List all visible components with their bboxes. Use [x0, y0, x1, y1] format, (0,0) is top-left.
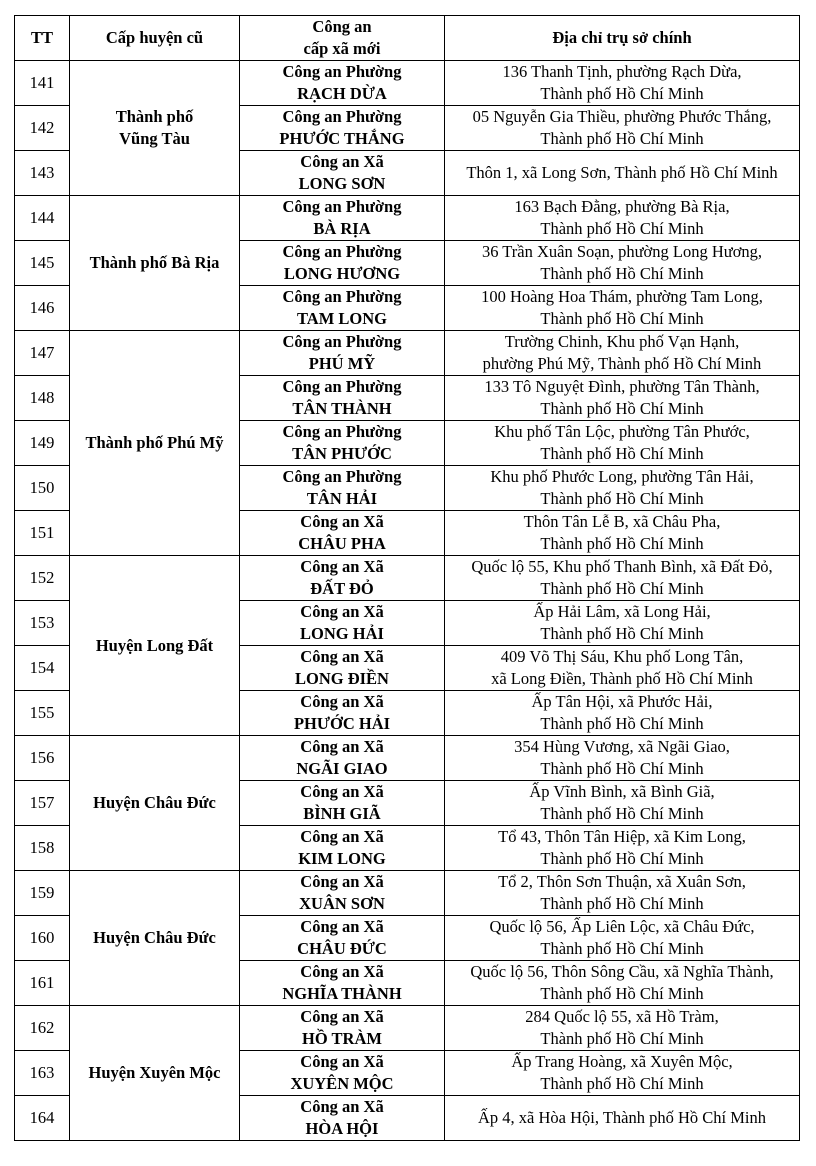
police-unit-type: Công an Xã	[300, 782, 384, 801]
old-district-line: Huyện Châu Đức	[93, 928, 216, 947]
address-cell	[445, 1006, 800, 1051]
police-unit-type: Công an Xã	[300, 1097, 384, 1116]
header-address: Địa chỉ trụ sở chính	[445, 16, 800, 61]
address-line: 354 Hùng Vương, xã Ngãi Giao,	[514, 737, 730, 756]
header-new-police	[240, 16, 445, 61]
police-unit-type: Công an Phường	[282, 377, 402, 396]
police-unit-name: PHƯỚC THẮNG	[279, 129, 405, 148]
address-cell	[445, 151, 800, 196]
row-number: 163	[15, 1051, 70, 1096]
address-line: Ấp Trang Hoàng, xã Xuyên Mộc,	[511, 1052, 733, 1071]
address-line: Ấp 4, xã Hòa Hội, Thành phố Hồ Chí Minh	[478, 1108, 766, 1127]
address-line: Ấp Tân Hội, xã Phước Hải,	[531, 692, 713, 711]
row-number: 162	[15, 1006, 70, 1051]
row-number: 161	[15, 961, 70, 1006]
address-line: Thành phố Hồ Chí Minh	[540, 714, 704, 733]
table-row	[15, 871, 800, 916]
police-unit-type: Công an Phường	[282, 107, 402, 126]
address-line: Thành phố Hồ Chí Minh	[540, 489, 704, 508]
new-police-cell	[240, 421, 445, 466]
row-number: 141	[15, 61, 70, 106]
address-cell	[445, 871, 800, 916]
police-unit-name: TÂN PHƯỚC	[292, 444, 392, 463]
table-row	[15, 61, 800, 106]
police-unit-name: PHÚ MỸ	[308, 354, 376, 373]
police-unit-name: LONG ĐIỀN	[295, 669, 389, 688]
header-new-police-line1: Công an	[312, 17, 372, 36]
address-line: Ấp Vĩnh Bình, xã Bình Giã,	[529, 782, 715, 801]
police-unit-name: LONG SƠN	[298, 174, 386, 193]
police-unit-name: XUÂN SƠN	[299, 894, 385, 913]
old-district-cell	[70, 871, 240, 1006]
police-unit-type: Công an Phường	[282, 62, 402, 81]
new-police-cell	[240, 601, 445, 646]
police-unit-type: Công an Xã	[300, 1007, 384, 1026]
police-unit-name: CHÂU ĐỨC	[297, 939, 387, 958]
old-district-cell	[70, 61, 240, 196]
row-number: 153	[15, 601, 70, 646]
police-unit-name: TÂN HẢI	[306, 489, 378, 508]
table-row	[15, 736, 800, 781]
address-line: xã Long Điền, Thành phố Hồ Chí Minh	[491, 669, 753, 688]
police-unit-type: Công an Xã	[300, 692, 384, 711]
new-police-cell	[240, 1096, 445, 1141]
new-police-cell	[240, 826, 445, 871]
address-line: Thành phố Hồ Chí Minh	[540, 264, 704, 283]
table-body	[15, 61, 800, 1141]
new-police-cell	[240, 736, 445, 781]
address-line: Tổ 2, Thôn Sơn Thuận, xã Xuân Sơn,	[498, 872, 746, 891]
address-cell	[445, 376, 800, 421]
row-number: 160	[15, 916, 70, 961]
table-header-row	[15, 16, 800, 61]
address-cell	[445, 916, 800, 961]
new-police-cell	[240, 691, 445, 736]
address-line: Thành phố Hồ Chí Minh	[540, 219, 704, 238]
old-district-line: Vũng Tàu	[119, 129, 190, 148]
row-number: 154	[15, 646, 70, 691]
new-police-cell	[240, 151, 445, 196]
police-unit-table	[14, 15, 800, 1141]
police-unit-type: Công an Xã	[300, 152, 384, 171]
row-number: 145	[15, 241, 70, 286]
address-cell	[445, 646, 800, 691]
address-line: 163 Bạch Đằng, phường Bà Rịa,	[514, 197, 730, 216]
table-row	[15, 556, 800, 601]
police-unit-name: HÒA HỘI	[305, 1119, 379, 1138]
address-cell	[445, 826, 800, 871]
police-unit-name: TÂN THÀNH	[292, 399, 392, 418]
row-number: 164	[15, 1096, 70, 1141]
header-tt: TT	[15, 16, 70, 61]
address-cell	[445, 61, 800, 106]
new-police-cell	[240, 1051, 445, 1096]
address-cell	[445, 1096, 800, 1141]
new-police-cell	[240, 646, 445, 691]
row-number: 148	[15, 376, 70, 421]
new-police-cell	[240, 1006, 445, 1051]
address-line: Thành phố Hồ Chí Minh	[540, 849, 704, 868]
table-row	[15, 331, 800, 376]
address-line: Thôn Tân Lễ B, xã Châu Pha,	[523, 512, 721, 531]
police-unit-name: ĐẤT ĐỎ	[310, 579, 374, 598]
new-police-cell	[240, 556, 445, 601]
address-cell	[445, 106, 800, 151]
police-unit-type: Công an Xã	[300, 872, 384, 891]
old-district-line: Thành phố Phú Mỹ	[85, 433, 224, 452]
new-police-cell	[240, 106, 445, 151]
address-line: 409 Võ Thị Sáu, Khu phố Long Tân,	[500, 647, 744, 666]
address-line: Ấp Hải Lâm, xã Long Hải,	[533, 602, 711, 621]
address-cell	[445, 601, 800, 646]
address-line: 05 Nguyễn Gia Thiều, phường Phước Thắng,	[472, 107, 772, 126]
address-line: Thành phố Hồ Chí Minh	[540, 1074, 704, 1093]
police-unit-name: LONG HƯƠNG	[283, 264, 401, 283]
address-line: Thành phố Hồ Chí Minh	[540, 309, 704, 328]
row-number: 152	[15, 556, 70, 601]
old-district-cell	[70, 556, 240, 736]
police-unit-type: Công an Phường	[282, 242, 402, 261]
row-number: 147	[15, 331, 70, 376]
police-unit-name: CHÂU PHA	[298, 534, 386, 553]
police-unit-type: Công an Xã	[300, 917, 384, 936]
police-unit-name: TAM LONG	[297, 309, 387, 328]
address-cell	[445, 286, 800, 331]
police-unit-type: Công an Phường	[282, 197, 402, 216]
address-cell	[445, 1051, 800, 1096]
address-line: Thành phố Hồ Chí Minh	[540, 444, 704, 463]
old-district-line: Huyện Châu Đức	[93, 793, 216, 812]
old-district-cell	[70, 196, 240, 331]
police-unit-name: XUYÊN MỘC	[290, 1074, 394, 1093]
address-line: Thành phố Hồ Chí Minh	[540, 804, 704, 823]
address-line: Khu phố Phước Long, phường Tân Hải,	[490, 467, 754, 486]
row-number: 158	[15, 826, 70, 871]
police-unit-type: Công an Xã	[300, 962, 384, 981]
address-line: Thành phố Hồ Chí Minh	[540, 984, 704, 1003]
address-cell	[445, 331, 800, 376]
new-police-cell	[240, 241, 445, 286]
address-line: Thành phố Hồ Chí Minh	[540, 84, 704, 103]
address-cell	[445, 556, 800, 601]
police-unit-name: PHƯỚC HẢI	[293, 714, 391, 733]
new-police-cell	[240, 376, 445, 421]
police-unit-name: RẠCH DỪA	[297, 84, 387, 103]
address-cell	[445, 466, 800, 511]
table-row	[15, 196, 800, 241]
old-district-line: Thành phố	[115, 107, 194, 126]
address-cell	[445, 196, 800, 241]
new-police-cell	[240, 466, 445, 511]
new-police-cell	[240, 871, 445, 916]
new-police-cell	[240, 511, 445, 556]
police-unit-name: NGÃI GIAO	[296, 759, 388, 778]
police-unit-type: Công an Xã	[300, 827, 384, 846]
address-cell	[445, 691, 800, 736]
address-cell	[445, 241, 800, 286]
address-line: 284 Quốc lộ 55, xã Hồ Tràm,	[525, 1007, 719, 1026]
new-police-cell	[240, 196, 445, 241]
new-police-cell	[240, 331, 445, 376]
police-unit-type: Công an Xã	[300, 602, 384, 621]
row-number: 143	[15, 151, 70, 196]
police-unit-type: Công an Phường	[282, 422, 402, 441]
old-district-line: Huyện Long Đất	[95, 635, 214, 655]
address-line: Thành phố Hồ Chí Minh	[540, 129, 704, 148]
address-line: Thành phố Hồ Chí Minh	[540, 579, 704, 598]
address-line: 100 Hoàng Hoa Thám, phường Tam Long,	[481, 287, 763, 306]
address-line: Thành phố Hồ Chí Minh	[540, 759, 704, 778]
police-unit-type: Công an Xã	[300, 512, 384, 531]
header-old-district: Cấp huyện cũ	[70, 16, 240, 61]
row-number: 151	[15, 511, 70, 556]
police-unit-type: Công an Xã	[300, 557, 384, 576]
old-district-cell	[70, 736, 240, 871]
row-number: 155	[15, 691, 70, 736]
address-line: Thành phố Hồ Chí Minh	[540, 1029, 704, 1048]
police-unit-name: NGHĨA THÀNH	[282, 984, 402, 1003]
police-unit-name: HỒ TRÀM	[302, 1029, 382, 1048]
new-police-cell	[240, 961, 445, 1006]
police-unit-type: Công an Xã	[300, 1052, 384, 1071]
old-district-cell	[70, 1006, 240, 1141]
address-line: Thành phố Hồ Chí Minh	[540, 624, 704, 643]
header-new-police-line2: cấp xã mới	[303, 39, 381, 58]
row-number: 142	[15, 106, 70, 151]
row-number: 149	[15, 421, 70, 466]
address-line: Thành phố Hồ Chí Minh	[540, 534, 704, 553]
address-line: phường Phú Mỹ, Thành phố Hồ Chí Minh	[482, 354, 762, 373]
address-line: Thành phố Hồ Chí Minh	[540, 939, 704, 958]
address-line: Khu phố Tân Lộc, phường Tân Phước,	[494, 422, 750, 441]
police-unit-type: Công an Xã	[300, 737, 384, 756]
address-line: Quốc lộ 55, Khu phố Thanh Bình, xã Đất Đỏ,	[471, 557, 773, 576]
address-cell	[445, 511, 800, 556]
address-cell	[445, 421, 800, 466]
police-unit-type: Công an Phường	[282, 467, 402, 486]
address-cell	[445, 961, 800, 1006]
row-number: 144	[15, 196, 70, 241]
new-police-cell	[240, 916, 445, 961]
police-unit-name: BÌNH GIÃ	[303, 804, 381, 823]
row-number: 150	[15, 466, 70, 511]
old-district-line: Thành phố Bà Rịa	[89, 253, 220, 272]
police-unit-name: BÀ RỊA	[313, 219, 371, 238]
address-line: 36 Trần Xuân Soạn, phường Long Hương,	[481, 242, 763, 261]
address-line: Thành phố Hồ Chí Minh	[540, 399, 704, 418]
row-number: 157	[15, 781, 70, 826]
row-number: 156	[15, 736, 70, 781]
address-line: Quốc lộ 56, Thôn Sông Cầu, xã Nghĩa Thành,	[470, 962, 774, 981]
address-line: Thành phố Hồ Chí Minh	[540, 894, 704, 913]
old-district-cell	[70, 331, 240, 556]
row-number: 159	[15, 871, 70, 916]
police-unit-name: KIM LONG	[298, 849, 386, 868]
police-unit-name: LONG HẢI	[300, 624, 384, 643]
address-cell	[445, 736, 800, 781]
new-police-cell	[240, 286, 445, 331]
police-unit-type: Công an Phường	[282, 332, 402, 351]
new-police-cell	[240, 781, 445, 826]
address-line: Quốc lộ 56, Ấp Liên Lộc, xã Châu Đức,	[489, 917, 755, 936]
address-cell	[445, 781, 800, 826]
row-number: 146	[15, 286, 70, 331]
address-line: 136 Thanh Tịnh, phường Rạch Dừa,	[502, 62, 742, 81]
address-line: Thôn 1, xã Long Sơn, Thành phố Hồ Chí Minh	[466, 163, 778, 182]
address-line: Tổ 43, Thôn Tân Hiệp, xã Kim Long,	[498, 827, 746, 846]
old-district-line: Huyện Xuyên Mộc	[88, 1063, 221, 1082]
address-line: 133 Tô Nguyệt Đình, phường Tân Thành,	[484, 377, 760, 396]
police-unit-type: Công an Xã	[300, 647, 384, 666]
table-row	[15, 1006, 800, 1051]
police-unit-type: Công an Phường	[282, 287, 402, 306]
address-line: Trường Chinh, Khu phố Vạn Hạnh,	[504, 332, 740, 351]
new-police-cell	[240, 61, 445, 106]
